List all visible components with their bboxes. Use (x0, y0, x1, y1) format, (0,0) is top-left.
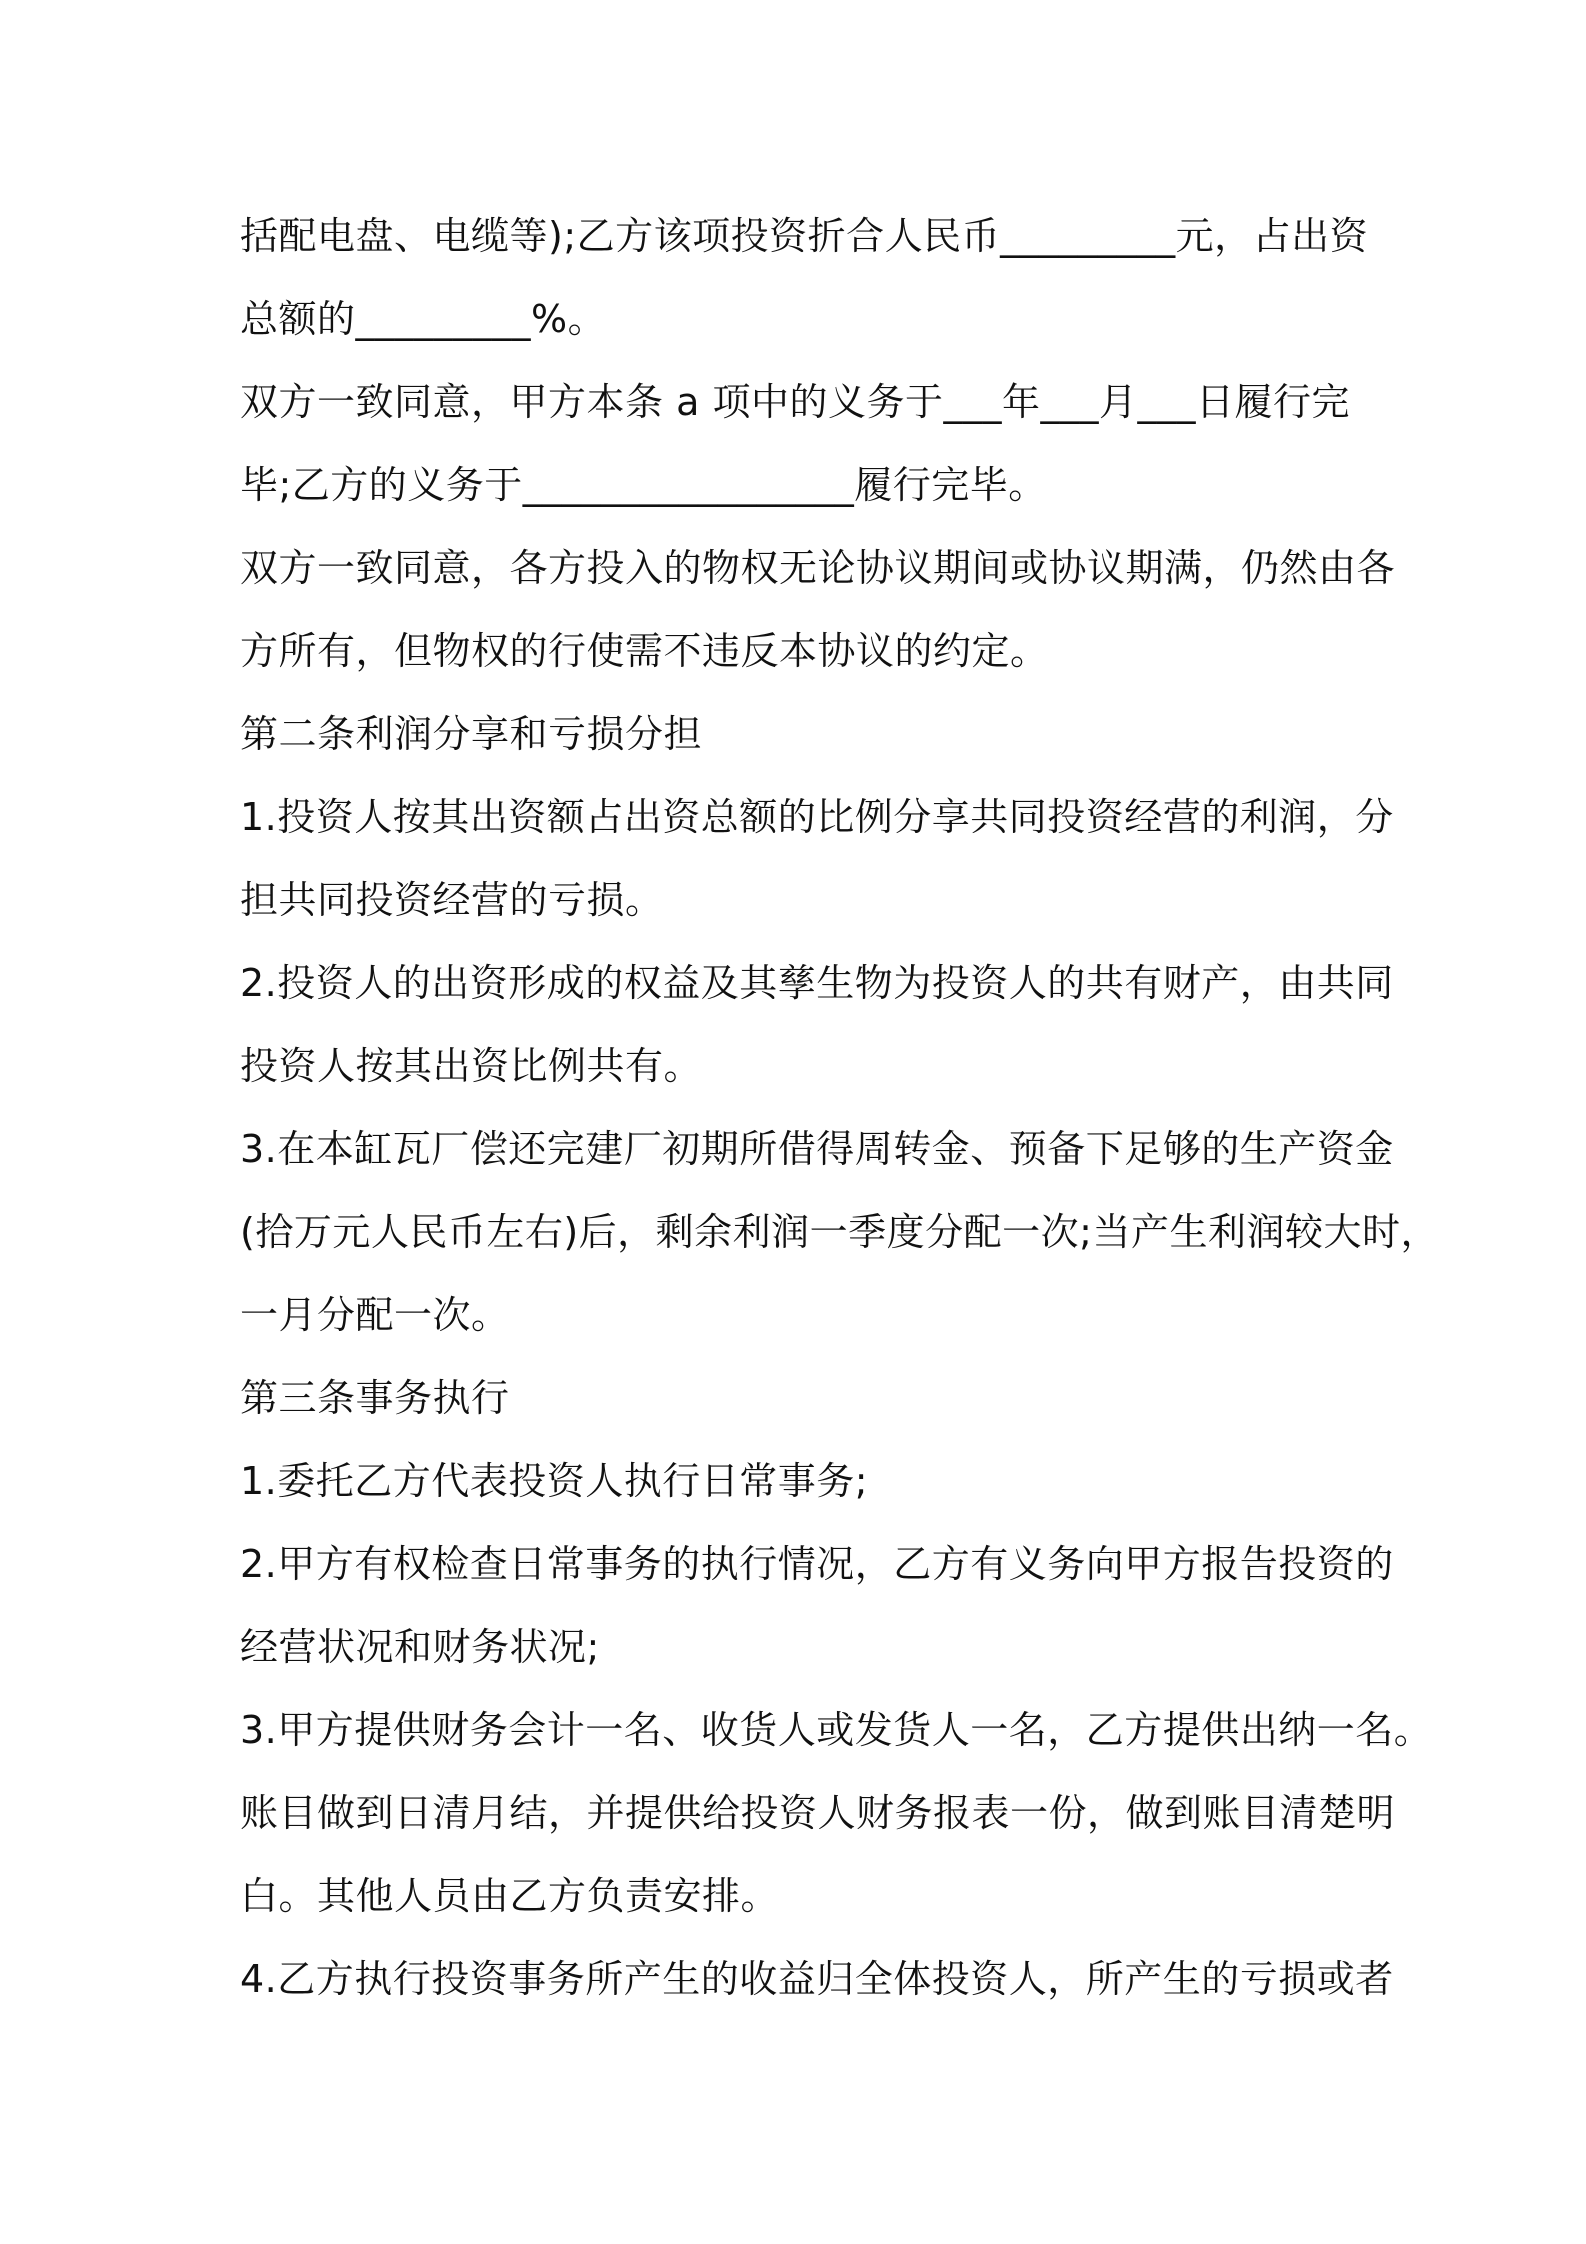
text-line: 担共同投资经营的亏损。 (240, 878, 664, 922)
text-line: 投资人按其出资比例共有。 (240, 1044, 703, 1088)
text-line: 3.甲方提供财务会计一名、收货人或发货人一名，乙方提供出纳一名。 (240, 1708, 1433, 1752)
text-line: 白。其他人员由乙方负责安排。 (240, 1874, 780, 1918)
text-line: 一月分配一次。 (240, 1293, 510, 1337)
document-body (240, 195, 1439, 2021)
text-line: 4.乙方执行投资事务所产生的收益归全体投资人，所产生的亏损或者 (240, 1957, 1394, 2001)
text-line: 2.甲方有权检查日常事务的执行情况，乙方有义务向甲方报告投资的 (240, 1542, 1394, 1586)
text-line: (拾万元人民币左右)后，剩余利润一季度分配一次;当产生利润较大时， (240, 1210, 1439, 1254)
text-line: 1.投资人按其出资额占出资总额的比例分享共同投资经营的利润，分 (240, 795, 1394, 839)
text-line: 3.在本缸瓦厂偿还完建厂初期所借得周转金、预备下足够的生产资金 (240, 1127, 1394, 1171)
section-heading: 第二条利润分享和亏损分担 (240, 712, 703, 756)
section-heading: 第三条事务执行 (240, 1376, 510, 1420)
text-line: 总额的_________%。 (240, 297, 607, 341)
text-line: 账目做到日清月结，并提供给投资人财务报表一份，做到账目清楚明 (240, 1791, 1396, 1835)
text-line: 方所有，但物权的行使需不违反本协议的约定。 (240, 629, 1049, 673)
text-line: 双方一致同意，各方投入的物权无论协议期间或协议期满，仍然由各 (240, 546, 1396, 590)
text-line: 双方一致同意，甲方本条 a 项中的义务于___年___月___日履行完 (240, 380, 1350, 424)
text-line: 括配电盘、电缆等);乙方该项投资折合人民币_________元，占出资 (240, 214, 1369, 258)
text-line: 2.投资人的出资形成的权益及其孳生物为投资人的共有财产，由共同 (240, 961, 1394, 1005)
text-line: 经营状况和财务状况; (240, 1625, 600, 1669)
text-line: 毕;乙方的义务于_________________履行完毕。 (240, 463, 1047, 507)
text-line: 1.委托乙方代表投资人执行日常事务; (240, 1459, 869, 1503)
